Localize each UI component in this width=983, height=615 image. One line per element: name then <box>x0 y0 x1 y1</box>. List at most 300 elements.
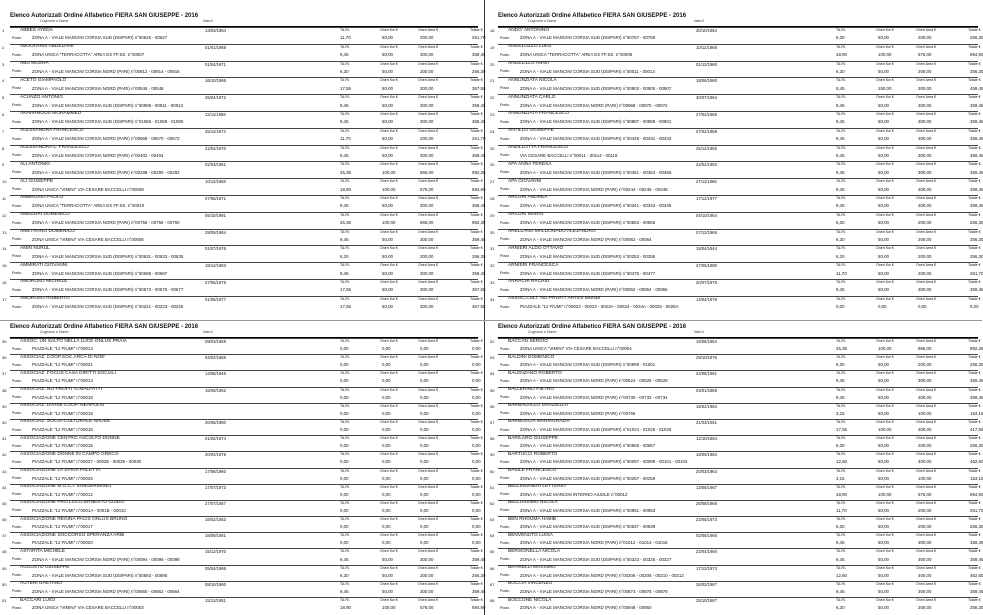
holder-name: AMMIRATI GIOVANNI <box>20 262 68 268</box>
row-number: 18 <box>490 28 495 33</box>
posto-label: Posto <box>500 170 510 175</box>
oneri-kw-value: 0,00 <box>382 378 391 384</box>
table-row <box>2 451 483 467</box>
oneri-kw-header: Oneri Kw € <box>876 387 894 392</box>
oneri-area-header: Oneri Area € <box>916 484 937 489</box>
stall-location: ZONA A - VIALE MANCINI INTERNO AIUOLE n°00012 <box>520 491 628 497</box>
totale-header: Totale € <box>470 517 483 522</box>
posto-label: Posto <box>500 443 510 448</box>
posto-label: Posto <box>12 254 22 259</box>
row-line-1 <box>2 94 483 103</box>
totale-value: 992,35 <box>970 346 983 352</box>
oneri-kw-value: 100,00 <box>382 605 396 611</box>
holder-name: ASSOCIAZIONE LA SPIGA PALETTA <box>20 468 101 473</box>
table-row <box>490 387 983 403</box>
holder-name: ABBES AYEDA <box>20 27 53 33</box>
row-line-2 <box>498 287 983 296</box>
tari-header: TA.RI. <box>836 387 846 392</box>
oneri-area-value: 866,00 <box>918 346 932 352</box>
tari-value: 6,30 <box>836 35 845 41</box>
oneri-area-header: Oneri Area € <box>418 179 439 184</box>
oneri-kw-header: Oneri Kw € <box>876 111 894 116</box>
totale-header: Totale € <box>470 484 483 489</box>
oneri-area-value: 0,00 <box>420 378 429 384</box>
holder-name: AMIN NURUL <box>20 245 50 251</box>
oneri-kw-header: Oneri Kw € <box>876 581 894 586</box>
totale-header: Totale € <box>470 263 483 268</box>
totale-header: Totale € <box>968 229 981 234</box>
row-line-2 <box>498 443 983 452</box>
oneri-area-value: 0,00 <box>420 362 429 368</box>
oneri-area-header: Oneri Area € <box>418 371 439 376</box>
oneri-area-header: Oneri Area € <box>916 279 937 284</box>
totale-value: 359,45 <box>472 52 486 58</box>
row-line-2 <box>10 119 486 128</box>
oneri-area-header: Oneri Area € <box>916 452 937 457</box>
oneri-area-header: Oneri Area € <box>916 128 937 133</box>
holder-name: AMEDURI DOMENICO <box>20 212 70 218</box>
totale-header: Totale € <box>470 500 483 505</box>
oneri-area-header: Oneri Area € <box>418 484 439 489</box>
holder-name: ANGELOZZO LUIGI <box>508 44 552 50</box>
row-line-2 <box>10 491 481 500</box>
oneri-area-value: 200,00 <box>918 253 932 259</box>
table-row <box>490 500 983 516</box>
oneri-kw-header: Oneri Kw € <box>380 128 398 133</box>
holder-name: ASSOCIAZ. FOCUS CASA DIRITTI SOCIALI <box>20 370 117 376</box>
posto-label: Posto <box>12 378 22 383</box>
totale-header: Totale € <box>968 111 981 116</box>
row-line-2 <box>498 524 983 533</box>
table-row <box>2 484 483 500</box>
totale-header: Totale € <box>470 179 483 184</box>
oneri-area-value: 0,00 <box>420 443 429 449</box>
tari-header: TA.RI. <box>340 419 350 424</box>
tari-header: TA.RI. <box>340 565 350 570</box>
oneri-area-header: Oneri Area € <box>418 565 439 570</box>
row-line-2 <box>10 524 481 533</box>
oneri-kw-value: 100,00 <box>878 346 892 352</box>
birth-date: 20/03/1963 <box>696 468 717 474</box>
table-row <box>2 44 486 61</box>
totale-header: Totale € <box>470 246 483 251</box>
stall-location: ZONA A - VIALE MANCINI CORSIA NORD (PARI) n°00660 - 00662 - 00664 <box>32 588 180 594</box>
holder-name: AMORUSO ROBERTO <box>20 296 70 302</box>
row-number: 47 <box>2 533 7 539</box>
oneri-kw-value: 0,00 <box>382 443 391 449</box>
holder-name: BOCCONE NICOLA <box>508 597 552 603</box>
birth-date: 05/04/1966 <box>205 565 226 571</box>
oneri-kw-header: Oneri Kw € <box>876 44 894 49</box>
oneri-area-header: Oneri Area € <box>916 598 937 602</box>
tari-value: 26,35 <box>340 169 351 175</box>
tari-header: TA.RI. <box>340 128 350 133</box>
oneri-kw-value: 100,00 <box>382 186 396 192</box>
holder-name: APA GIOVANNI <box>508 178 542 184</box>
oneri-kw-value: 50,00 <box>382 35 393 41</box>
birth-date: 15/12/1970 <box>205 549 226 555</box>
totale-value: 0,00 <box>472 410 481 416</box>
row-number: 37 <box>2 371 7 377</box>
oneri-area-header: Oneri Area € <box>418 263 439 268</box>
oneri-area-header: Oneri Area € <box>916 517 937 522</box>
totale-value: 367,55 <box>472 304 486 310</box>
oneri-kw-value: 50,00 <box>382 152 393 158</box>
oneri-kw-header: Oneri Kw € <box>876 517 894 522</box>
oneri-area-value: 200,00 <box>918 507 932 513</box>
table-row <box>490 338 983 354</box>
row-line-2 <box>498 68 983 77</box>
totale-value: 359,45 <box>472 588 486 594</box>
totale-value: 256,30 <box>472 68 486 74</box>
tari-value: 9,45 <box>836 378 845 384</box>
row-number: 64 <box>490 533 495 539</box>
table-row <box>2 27 486 44</box>
totale-value: 0,00 <box>472 443 481 449</box>
holder-name: ARCURI MARIO <box>508 212 544 218</box>
row-number: 38 <box>2 387 7 393</box>
row-number: 4 <box>2 78 5 84</box>
posto-label: Posto <box>12 395 22 400</box>
oneri-area-header: Oneri Area € <box>418 95 439 100</box>
holder-name: ARCURI ANDREA <box>508 195 548 201</box>
totale-value: 694,90 <box>970 491 983 497</box>
tari-header: TA.RI. <box>340 296 350 301</box>
holder-name: ARELLANO MALDONADO ALEJANDRO <box>508 229 596 235</box>
posto-label: Posto <box>12 86 22 91</box>
posto-label: Posto <box>12 170 22 175</box>
totale-header: Totale € <box>470 279 483 284</box>
stall-location: ZONA A - VIALE MANCINI CORSIA SUD (DISPARI) n°00631 - 00633 - 00635 <box>32 253 184 259</box>
tari-value: 9,45 <box>836 85 845 91</box>
table-row <box>2 61 486 78</box>
tari-value: 9,45 <box>836 186 845 192</box>
totale-value: 256,30 <box>970 524 983 530</box>
row-number: 40 <box>2 419 7 425</box>
oneri-kw-header: Oneri Kw € <box>380 44 398 49</box>
totale-header: Totale € <box>470 468 483 473</box>
holder-name: BIFARELLI MASSIMO <box>508 565 556 571</box>
stall-location: VIA CESARE BACCELLI n°00011 - 00114 - 00118 <box>520 152 618 158</box>
stall-location: PIAZZALE "12 FIUMI" n°00015 <box>32 443 93 449</box>
tari-value: 18,90 <box>836 52 847 58</box>
tari-header: TA.RI. <box>340 598 350 602</box>
oneri-area-value: 300,00 <box>420 203 434 209</box>
posto-label: Posto <box>12 540 22 545</box>
oneri-kw-value: 50,00 <box>382 556 393 562</box>
posto-label: Posto <box>12 492 22 497</box>
birth-date: 20/04/1978 <box>205 452 226 458</box>
posto-label: Posto <box>12 304 22 309</box>
posto-label: Posto <box>12 443 22 448</box>
row-number: 36 <box>2 355 7 361</box>
totale-value: 359,45 <box>472 152 486 158</box>
oneri-kw-header: Oneri Kw € <box>876 162 894 167</box>
totale-value: 256,30 <box>472 572 486 578</box>
birth-date: 01/01/1968 <box>205 44 226 50</box>
stall-location: ZONA UNICA "VIMINI" VIA CESARE BACCELLI n°00004 <box>520 346 632 352</box>
oneri-kw-header: Oneri Kw € <box>380 500 398 505</box>
holder-name: BEN RHOUMA HABIB <box>508 516 556 522</box>
header-name: Cognome e Nome <box>528 19 557 23</box>
row-line-2 <box>498 507 983 516</box>
tari-value: 9,45 <box>340 102 349 108</box>
tari-value: 9,45 <box>340 119 349 125</box>
oneri-area-value: 0,00 <box>420 394 429 400</box>
totale-header: Totale € <box>470 128 483 133</box>
row-line-2 <box>498 459 983 468</box>
tari-value: 0,00 <box>340 524 349 530</box>
row-line-1 <box>490 262 981 271</box>
oneri-kw-header: Oneri Kw € <box>876 145 894 150</box>
table-row <box>2 161 486 178</box>
row-line-2 <box>498 556 983 565</box>
oneri-area-value: 200,00 <box>420 35 434 41</box>
totale-value: 359,45 <box>970 540 983 546</box>
oneri-area-header: Oneri Area € <box>418 78 439 83</box>
table-row <box>490 44 983 61</box>
totale-header: Totale € <box>968 128 981 133</box>
birth-date: 05/10/1991 <box>205 212 226 218</box>
oneri-area-header: Oneri Area € <box>916 145 937 150</box>
totale-header: Totale € <box>470 371 483 376</box>
totale-value: 0,00 <box>472 540 481 546</box>
stall-location: ZONA A - VIALE MANCINI CORSIA NORD (PARI) n°00756 - 00758 - 00760 <box>32 220 180 226</box>
stall-location: ZONA A - VIALE MANCINI CORSIA NORD (PARI) n°00952 - 00954 - 00956 <box>520 287 668 293</box>
birth-date: 07/06/1971 <box>205 195 226 201</box>
tari-header: TA.RI. <box>340 468 350 473</box>
totale-value: 367,55 <box>472 85 486 91</box>
page-title: Elenco Autorizzati Ordine Alfabetico FIERA SAN GIUSEPPE - 2016 <box>498 13 687 19</box>
row-number: 67 <box>490 581 495 587</box>
tari-header: TA.RI. <box>836 339 846 343</box>
tari-header: TA.RI. <box>836 263 846 268</box>
posto-label: Posto <box>500 524 510 529</box>
stall-location: ZONA A - VIALE MANCINI CORSIA SUD (DISPARI) n°00695 - 00697 <box>32 270 168 276</box>
table-row <box>2 212 486 229</box>
holder-name: BARILARO GIUSEPPE <box>508 435 559 441</box>
row-number: 32 <box>490 263 495 269</box>
table-row <box>490 229 983 246</box>
totale-header: Totale € <box>470 296 483 301</box>
tari-header: TA.RI. <box>836 468 846 473</box>
totale-value: 256,30 <box>970 605 983 611</box>
birth-date: 16/10/1966 <box>205 78 226 84</box>
stall-location: ZONA A - VIALE MANCINI CORSIA SUD (DISPARI) n°00361 - 00363 - 00365 <box>520 169 672 175</box>
birth-date: 18/09/1964 <box>696 452 717 458</box>
header-born: Nato il <box>694 330 704 334</box>
tari-header: TA.RI. <box>836 195 846 200</box>
holder-name: ANDO' ANTONINO <box>508 27 550 33</box>
row-number: 17 <box>2 296 7 302</box>
oneri-kw-header: Oneri Kw € <box>380 549 398 554</box>
table-row <box>490 61 983 78</box>
totale-header: Totale € <box>968 263 981 268</box>
row-number: 5 <box>2 95 5 101</box>
tari-header: TA.RI. <box>836 28 846 32</box>
totale-value: 359,45 <box>970 186 983 192</box>
table-row <box>2 111 486 128</box>
row-number: 39 <box>2 403 7 409</box>
birth-date: 30/07/1964 <box>696 95 717 101</box>
stall-location: ZONA A - VIALE MANCINI CORSIA SUD (DISPARI) n°01066 - 01068 - 01090 <box>32 119 184 125</box>
tari-header: TA.RI. <box>340 246 350 251</box>
oneri-kw-value: 50,00 <box>878 475 889 481</box>
table-row <box>490 597 983 613</box>
oneri-kw-value: 50,00 <box>878 459 889 465</box>
row-number: 41 <box>2 436 7 442</box>
tari-value: 17,55 <box>340 85 351 91</box>
table-row <box>2 419 483 435</box>
tari-header: TA.RI. <box>836 371 846 376</box>
totale-value: 694,90 <box>970 52 983 58</box>
table-row <box>490 262 983 279</box>
table-row <box>2 532 483 548</box>
oneri-kw-header: Oneri Kw € <box>380 484 398 489</box>
birth-date: 20/07/1976 <box>696 279 717 285</box>
page-title: Elenco Autorizzati Ordine Alfabetico FIERA SAN GIUSEPPE - 2016 <box>10 324 199 330</box>
tari-header: TA.RI. <box>340 371 350 376</box>
birth-date: 13/06/1967 <box>696 484 717 490</box>
totale-header: Totale € <box>968 61 981 66</box>
oneri-kw-value: 0,00 <box>382 540 391 546</box>
oneri-area-header: Oneri Area € <box>916 263 937 268</box>
tari-value: 9,45 <box>340 152 349 158</box>
oneri-area-value: 300,00 <box>918 378 932 384</box>
tari-value: 6,30 <box>836 68 845 74</box>
totale-header: Totale € <box>470 598 483 602</box>
oneri-kw-header: Oneri Kw € <box>380 296 398 301</box>
row-line-2 <box>10 253 486 262</box>
row-line-2 <box>10 186 486 195</box>
stall-location: ZONA A - VIALE MANCINI CORSIA SUD (DISPARI) n°00837 - 00839 <box>520 524 656 530</box>
tari-header: TA.RI. <box>836 419 846 424</box>
holder-name: BALLERINO PIETRO <box>508 387 555 393</box>
oneri-area-value: 300,00 <box>420 119 434 125</box>
oneri-area-value: 300,00 <box>918 427 932 433</box>
row-line-1 <box>2 468 483 477</box>
row-line-2 <box>10 35 486 44</box>
row-line-2 <box>10 169 486 178</box>
oneri-kw-value: 50,00 <box>878 394 889 400</box>
totale-value: 462,60 <box>970 459 983 465</box>
holder-name: ARRACHI RACHID <box>508 279 550 285</box>
birth-date: 01/04/1971 <box>205 61 226 67</box>
row-line-2 <box>10 394 481 403</box>
holder-name: BERSIONELLA NICOLA <box>508 548 561 554</box>
oneri-area-header: Oneri Area € <box>418 387 439 392</box>
birth-date: 01/05/1977 <box>205 296 226 302</box>
table-row <box>2 245 486 262</box>
oneri-kw-value: 50,00 <box>878 68 889 74</box>
oneri-area-value: 576,00 <box>918 52 932 58</box>
tari-value: 0,00 <box>340 459 349 465</box>
holder-name: BARTUCCI ROBERTO <box>508 451 558 457</box>
totale-value: 359,45 <box>970 588 983 594</box>
header-name: Cognome e Nome <box>40 330 69 334</box>
totale-value: 359,45 <box>472 270 486 276</box>
tari-value: 12,60 <box>836 572 847 578</box>
birth-date: 22/02/1970 <box>205 145 226 151</box>
oneri-kw-header: Oneri Kw € <box>380 61 398 66</box>
oneri-area-value: 200,00 <box>918 443 932 449</box>
oneri-kw-header: Oneri Kw € <box>380 28 398 32</box>
tari-header: TA.RI. <box>836 403 846 408</box>
posto-label: Posto <box>500 153 510 158</box>
holder-name: ASSOCIAZIONE CENTRO ASCOLTO DONNE <box>20 435 120 441</box>
birth-date: 07/12/1969 <box>696 229 717 235</box>
row-number: 49 <box>2 565 7 571</box>
posto-label: Posto <box>12 508 22 513</box>
table-row <box>2 262 486 279</box>
totale-value: 256,30 <box>970 35 983 41</box>
holder-name: AUTERI GAETANO <box>20 581 63 587</box>
stall-location: ZONA A - VIALE MANCINI CORSIA NORD (PARI) n°01012 - 01014 - 01016 <box>520 540 668 546</box>
totale-value: 0,00 <box>472 491 481 497</box>
row-line-2 <box>10 152 486 161</box>
birth-date: 02/06/1966 <box>696 533 717 539</box>
totale-value: 359,45 <box>970 136 983 142</box>
stall-location: ZONA A - VIALE MANCINI CORSIA SUD (DISPARI) n°00665 - 00667 <box>520 443 656 449</box>
table-row <box>490 94 983 111</box>
oneri-kw-value: 50,00 <box>878 524 889 530</box>
totale-value: 153,15 <box>970 410 983 416</box>
oneri-area-value: 300,00 <box>420 52 434 58</box>
row-number: 10 <box>2 179 7 185</box>
tari-header: TA.RI. <box>836 598 846 602</box>
holder-name: ACETO GIAMPAOLO <box>20 77 67 83</box>
stall-location: ZONA UNICA "VIMINI" VIA CESARE BACCELLI n°00005 <box>32 236 144 242</box>
row-line-2 <box>10 287 486 296</box>
row-line-2 <box>498 305 978 313</box>
birth-date: 15/02/1964 <box>696 403 717 409</box>
oneri-area-header: Oneri Area € <box>916 229 937 234</box>
totale-header: Totale € <box>470 95 483 100</box>
posto-label: Posto <box>500 573 510 578</box>
document-page-2 <box>488 0 982 320</box>
oneri-area-value: 576,00 <box>420 605 434 611</box>
row-line-2 <box>10 346 481 355</box>
holder-name: AMORUSO MICHELE <box>20 279 68 285</box>
stall-location: PIAZZALE "12 FIUMI" n°00012 <box>32 491 93 497</box>
posto-label: Posto <box>12 271 22 276</box>
oneri-kw-header: Oneri Kw € <box>380 436 398 441</box>
tari-header: TA.RI. <box>340 145 350 150</box>
totale-header: Totale € <box>470 436 483 441</box>
totale-header: Totale € <box>968 387 981 392</box>
oneri-area-header: Oneri Area € <box>916 371 937 376</box>
birth-date: 09/03/1959 <box>205 339 226 344</box>
table-row <box>2 145 486 162</box>
table-row <box>2 338 483 354</box>
totale-header: Totale € <box>968 598 981 602</box>
stall-location: ZONA A - VIALE MANCINI CORSIA SUD (DISPARI) n°00097 - 00099 - 00101 - 00103 <box>520 459 688 465</box>
birth-date: 25/10/1967 <box>696 598 717 603</box>
totale-header: Totale € <box>470 419 483 424</box>
posto-label: Posto <box>12 346 22 351</box>
oneri-area-value: 0,00 <box>420 410 429 416</box>
row-line-2 <box>498 169 983 178</box>
oneri-kw-header: Oneri Kw € <box>876 452 894 457</box>
table-row <box>490 195 983 212</box>
tari-header: TA.RI. <box>836 279 846 284</box>
oneri-kw-value: 50,00 <box>878 169 889 175</box>
oneri-kw-header: Oneri Kw € <box>876 246 894 251</box>
birth-date: 28/08/1968 <box>696 500 717 506</box>
table-row <box>490 27 983 44</box>
oneri-kw-header: Oneri Kw € <box>876 78 894 83</box>
birth-date: 01/07/1976 <box>205 246 226 252</box>
